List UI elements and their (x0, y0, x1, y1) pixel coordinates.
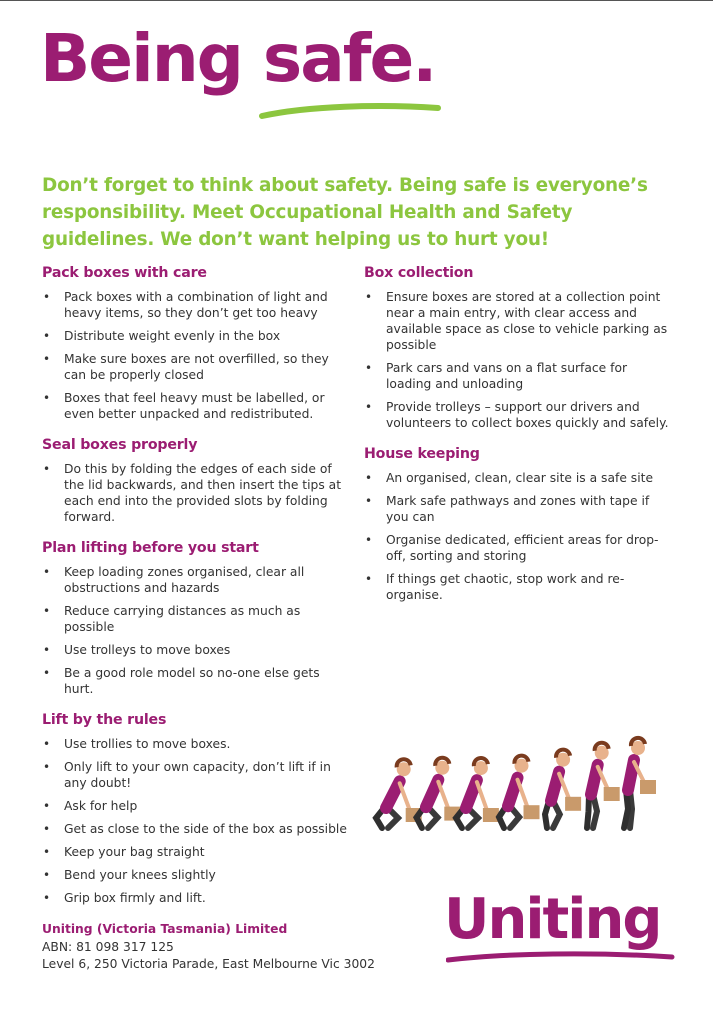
list-item: • Ask for help (42, 798, 352, 814)
right-column (364, 264, 674, 617)
section-heading: Box collection (364, 265, 474, 281)
list-item: • Park cars and vans on a flat surface for loading and unloading (364, 360, 674, 392)
logo-wordmark: Uniting (444, 887, 661, 952)
list-item: • Reduce carrying distances as much as possible (42, 603, 352, 635)
section (42, 711, 352, 906)
section-heading: Pack boxes with care (42, 265, 207, 281)
list-item: • Use trollies to move boxes. (42, 736, 352, 752)
lifting-figure (545, 750, 581, 828)
title-word-safe: safe. (262, 20, 436, 97)
list-item: • An organised, clean, clear site is a safe site (364, 470, 674, 486)
list-item: • Mark safe pathways and zones with tape if you can (364, 493, 674, 525)
box-icon (524, 805, 540, 819)
title-word-being: Being (40, 20, 242, 97)
lifting-figure (499, 756, 540, 828)
list-item: • Keep loading zones organised, clear all obstructions and hazards (42, 564, 352, 596)
section (364, 445, 674, 603)
footer-address: Level 6, 250 Victoria Parade, East Melbourne Vic 3002 (42, 957, 375, 971)
list-item: • Use trolleys to move boxes (42, 642, 352, 658)
lifting-sequence-illustration (368, 728, 668, 838)
list-item: • Bend your knees slightly (42, 867, 352, 883)
list-item: • If things get chaotic, stop work and re-organise. (364, 571, 674, 603)
list-item: • Get as close to the side of the box as possible (42, 821, 352, 837)
footer-org-name: Uniting (Victoria Tasmania) Limited (42, 922, 288, 936)
lifting-figure (624, 738, 656, 828)
section (42, 436, 352, 525)
list-item: • Keep your bag straight (42, 844, 352, 860)
list-item: • Ensure boxes are stored at a collection point near a main entry, with clear access and available space as close to vehicle parking as possible (364, 289, 674, 353)
title-underline-swoosh (258, 100, 443, 122)
bullet-list (42, 461, 352, 525)
list-item: • Only lift to your own capacity, don’t lift if in any doubt! (42, 759, 352, 791)
uniting-logo (444, 887, 674, 972)
box-icon (640, 780, 656, 794)
section-heading: Seal boxes properly (42, 437, 198, 453)
box-icon (604, 787, 620, 801)
section-heading: House keeping (364, 446, 480, 462)
list-item: • Make sure boxes are not overfilled, so they can be properly closed (42, 351, 352, 383)
box-icon (565, 797, 581, 811)
bullet-list (364, 470, 674, 603)
list-item: • Organise dedicated, efficient areas for drop-off, sorting and storing (364, 532, 674, 564)
page-title (40, 20, 436, 97)
section-heading: Lift by the rules (42, 712, 167, 728)
intro-text: Don’t forget to think about safety. Being safe is everyone’s responsibility. Meet Occupational Health and Safety guidelines. We don’t want helping us to hurt you! (42, 175, 648, 250)
list-item: • Distribute weight evenly in the box (42, 328, 352, 344)
lifting-figure (456, 758, 499, 828)
bullet-list (42, 736, 352, 906)
bullet-list (364, 289, 674, 431)
section (42, 264, 352, 422)
list-item: • Do this by folding the edges of each side of the lid backwards, and then insert the tips at each end into the provided slots by folding forward. (42, 461, 352, 525)
list-item: • Provide trolleys – support our drivers and volunteers to collect boxes quickly and safely. (364, 399, 674, 431)
lifting-figure (587, 743, 620, 828)
list-item: • Boxes that feel heavy must be labelled, or even better unpacked and redistributed. (42, 390, 352, 422)
top-rule (0, 0, 713, 1)
logo-swoosh (446, 950, 676, 966)
bullet-list (42, 564, 352, 697)
section (42, 539, 352, 697)
box-icon (483, 808, 499, 822)
footer-abn: ABN: 81 098 317 125 (42, 939, 174, 954)
left-column (42, 264, 352, 920)
list-item: • Pack boxes with a combination of light and heavy items, so they don’t get too heavy (42, 289, 352, 321)
footer (42, 921, 375, 974)
bullet-list (42, 289, 352, 422)
section (364, 264, 674, 431)
section-heading: Plan lifting before you start (42, 540, 259, 556)
list-item: • Be a good role model so no-one else gets hurt. (42, 665, 352, 697)
list-item: • Grip box firmly and lift. (42, 890, 352, 906)
